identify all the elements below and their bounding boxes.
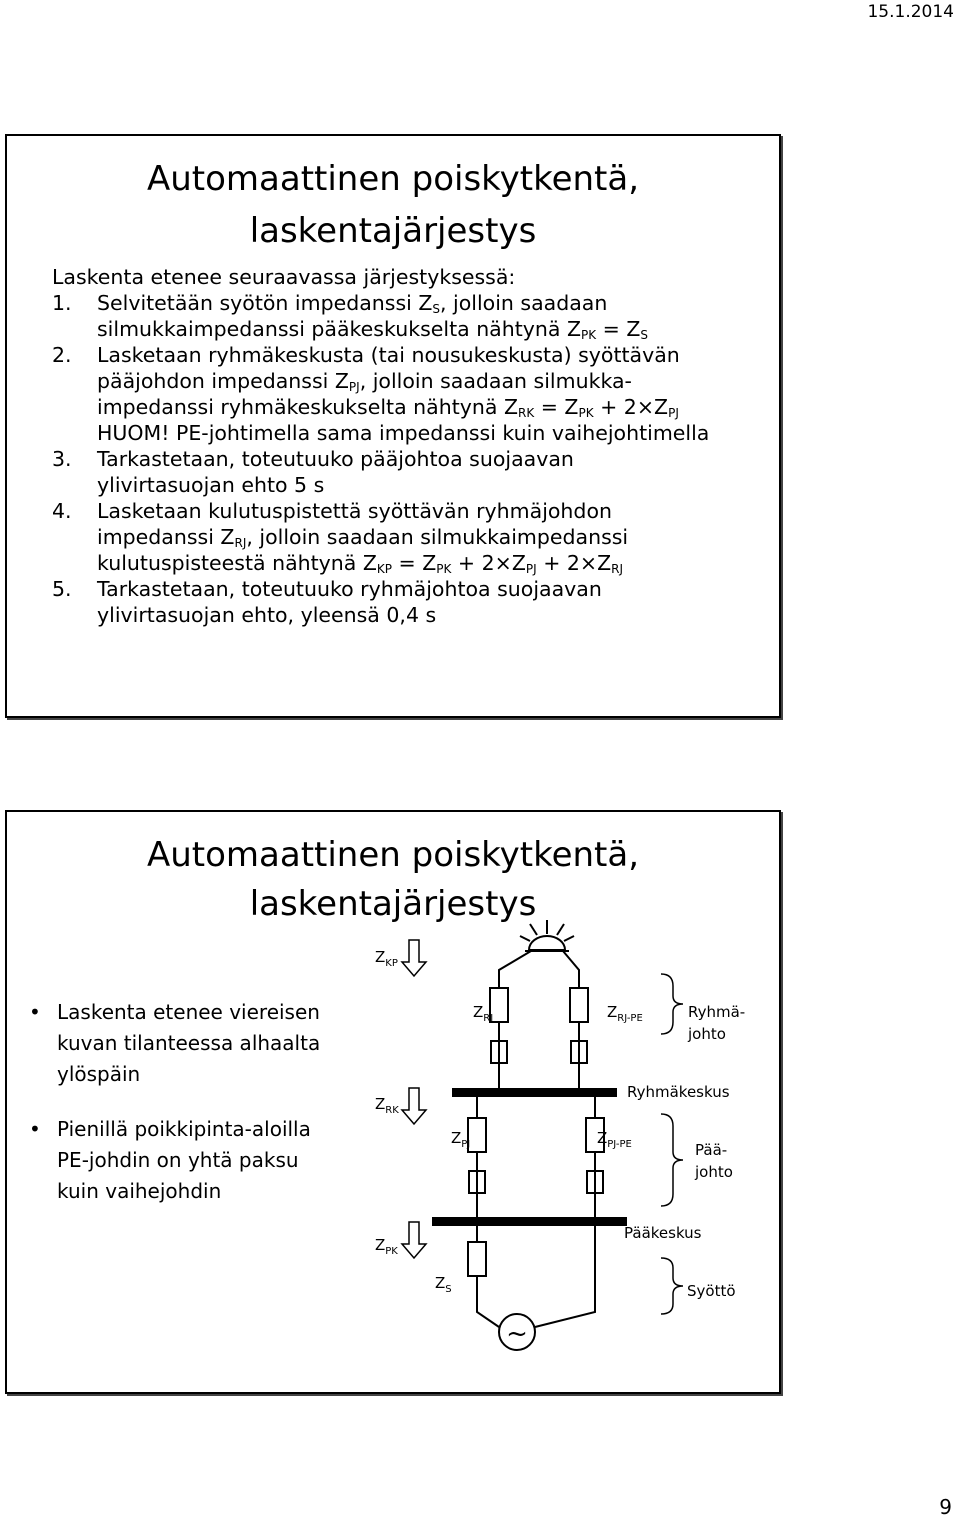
paakeskus-busbar [432, 1217, 627, 1226]
svg-text:~: ~ [506, 1319, 528, 1349]
label-paa-johto-2: johto [695, 1163, 733, 1181]
ryhmakeskus-busbar [452, 1088, 617, 1097]
label-z-kp: $Z_{KP}$ [375, 948, 398, 969]
label-z-rj: $Z_{RJ}$ [473, 1003, 494, 1024]
slide-2-title-line-2: laskentajärjestys [249, 884, 537, 924]
supply-wires [477, 1226, 595, 1327]
label-paakeskus: Pääkeskus [624, 1224, 702, 1242]
arrow-down-icon [402, 940, 426, 1258]
main-wires [477, 1097, 595, 1217]
step-3-cont: ylivirtasuojan ehto 5 s [97, 473, 325, 497]
fuse-icon [469, 1171, 603, 1193]
group-wires [499, 951, 579, 1088]
step-4-cont-1: impedanssi $Z_{RJ}$, jolloin saadaan silmukkaimpedanssi [97, 525, 629, 550]
label-z-s: $Z_S$ [435, 1274, 452, 1295]
intro-text: Laskenta etenee seuraavassa järjestyksessä: [52, 265, 516, 289]
step-1-cont: silmukkaimpedanssi pääkeskukselta nähtynä $Z_{PK} = Z_S$ [97, 317, 649, 342]
label-ryhmakeskus: Ryhmäkeskus [627, 1083, 730, 1101]
slide-1-title-line-1: Automaattinen poiskytkentä, [146, 159, 640, 199]
date: 15.1.2014 [867, 2, 954, 22]
step-1: 1. Selvitetään syötön impedanssi $Z_S$, jolloin saadaan [52, 291, 608, 316]
step-3: 3. Tarkastetaan, toteutuuko pääjohtoa suojaavan [52, 447, 574, 471]
bullet-item: • Pienillä poikkipinta-aloilla PE-johdin on yhtä paksu kuin vaihejohdin [27, 1114, 337, 1207]
lamp-icon [520, 920, 574, 951]
bullet-item: • Laskenta etenee viereisen kuvan tilanteessa alhaalta ylöspäin [27, 997, 337, 1090]
fuse-icon [491, 1041, 587, 1063]
slide-1-title-line-2: laskentajärjestys [249, 211, 537, 251]
label-syotto: Syöttö [687, 1282, 736, 1300]
z-rj-pe-resistor [570, 988, 588, 1022]
z-pj-resistor [468, 1118, 486, 1152]
label-z-rk: $Z_{RK}$ [375, 1095, 399, 1116]
label-z-pj-pe: $Z_{PJ-PE}$ [597, 1129, 632, 1150]
circuit-diagram [7, 812, 779, 1392]
slide-1 [5, 134, 781, 718]
step-2-note: HUOM! PE-johtimella sama impedanssi kuin vaihejohtimella [97, 421, 710, 445]
step-4-cont-2: kulutuspisteestä nähtynä $Z_{KP} = Z_{PK} + 2\times Z_{PJ} + 2\times Z_{RJ}$ [97, 551, 624, 576]
slide-2 [5, 810, 781, 1394]
step-2-cont-1: pääjohdon impedanssi $Z_{PJ}$, jolloin saadaan silmukka- [97, 369, 632, 394]
step-2-cont-2: impedanssi ryhmäkeskukselta nähtynä $Z_{RK} = Z_{PK} + 2\times Z_{PJ}$ [97, 395, 679, 420]
label-ryhma-johto-1: Ryhmä- [688, 1003, 746, 1021]
step-4: 4. Lasketaan kulutuspistettä syöttävän ryhmäjohdon [52, 499, 612, 523]
z-s-resistor [468, 1242, 486, 1276]
label-z-pk: $Z_{PK}$ [375, 1236, 398, 1257]
step-5: 5. Tarkastetaan, toteutuuko ryhmäjohtoa suojaavan [52, 577, 602, 601]
label-z-rj-pe: $Z_{RJ-PE}$ [607, 1003, 643, 1024]
slide-2-title-line-1: Automaattinen poiskytkentä, [146, 835, 640, 875]
label-z-pj: $Z_{PJ}$ [451, 1129, 471, 1150]
label-ryhma-johto-2: johto [688, 1025, 726, 1043]
brace-icon [661, 974, 683, 1314]
ac-source-icon [499, 1314, 535, 1350]
page-number: 9 [939, 1495, 952, 1519]
step-5-cont: ylivirtasuojan ehto, yleensä 0,4 s [97, 603, 437, 627]
label-paa-johto-1: Pää- [695, 1141, 728, 1159]
step-2: 2. Lasketaan ryhmäkeskusta (tai nousukeskusta) syöttävän [52, 343, 680, 367]
slide-1-body [52, 264, 772, 628]
